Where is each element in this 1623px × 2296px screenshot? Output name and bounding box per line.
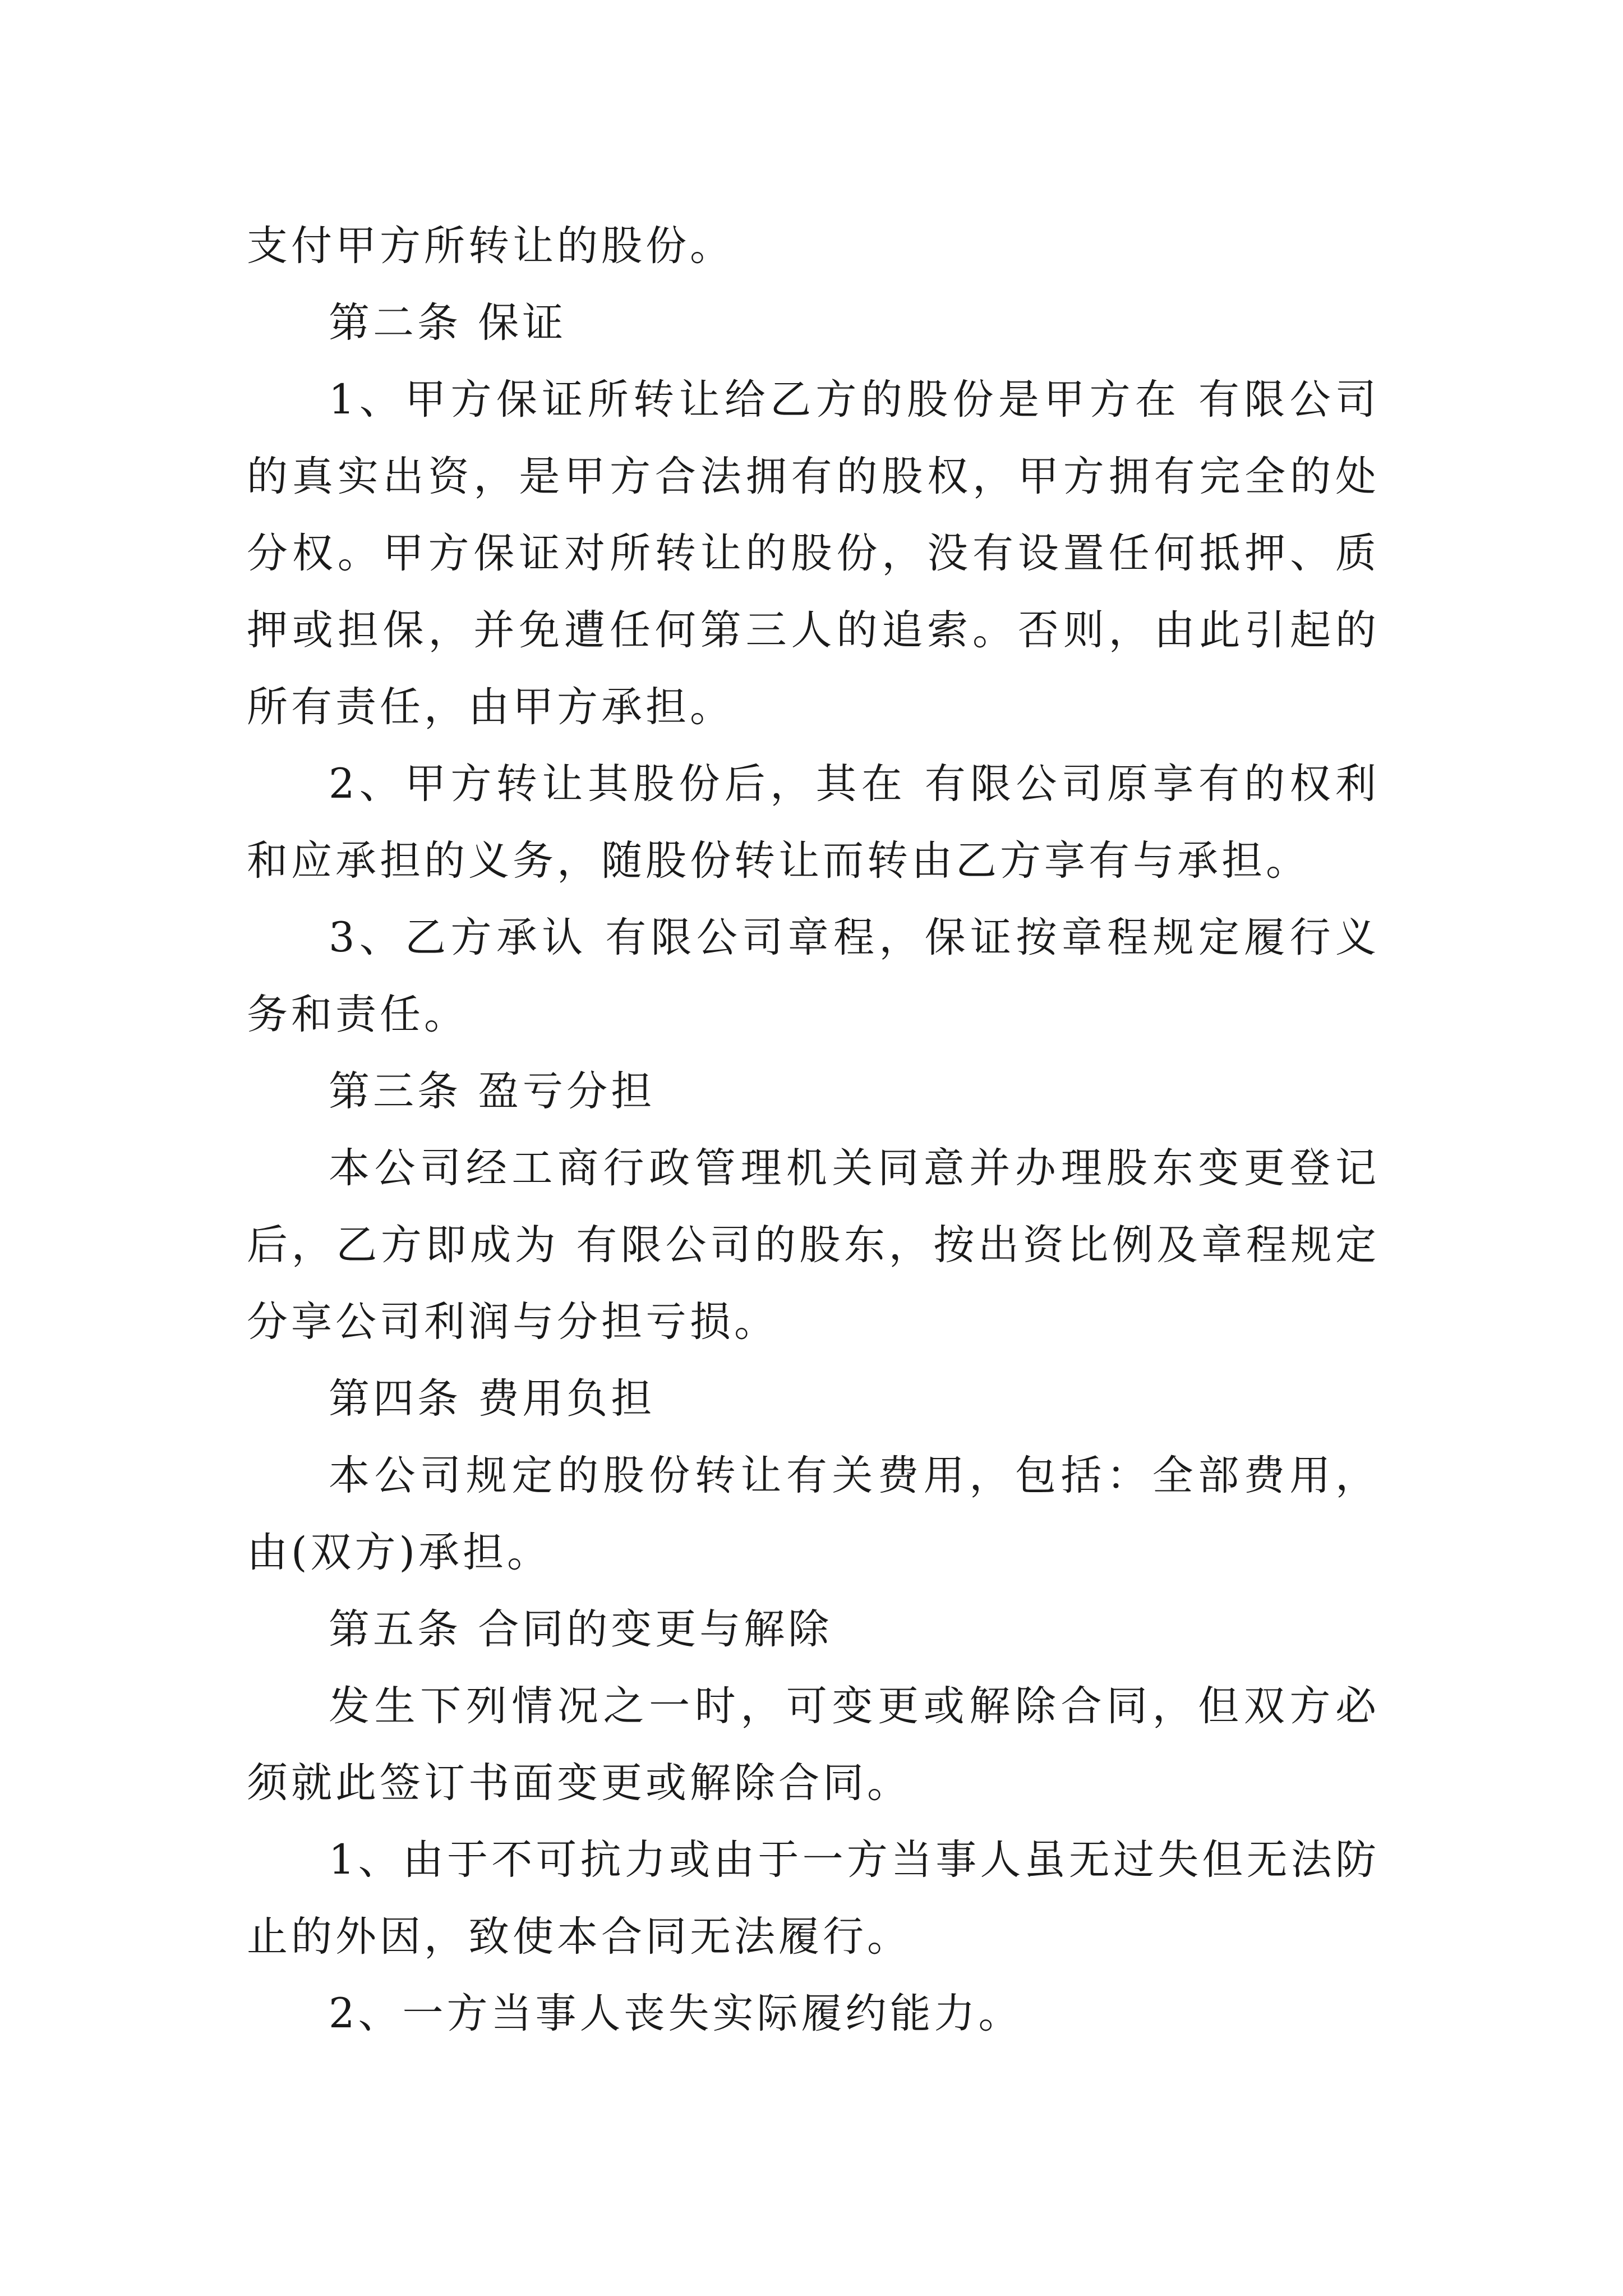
paragraph: 支付甲方所转让的股份。: [247, 222, 734, 270]
section-heading-5: 第五条 合同的变更与解除: [329, 1605, 833, 1653]
paragraph: 1、由于不可抗力或由于一方当事人虽无过失但无法防止的外因，致使本合同无法履行。: [247, 1836, 1380, 1961]
paragraph: 本公司规定的股份转让有关费用，包括：全部费用，由(双方)承担。: [247, 1452, 1380, 1576]
paragraph: 本公司经工商行政管理机关同意并办理股东变更登记后，乙方即成为 有限公司的股东，按出资比例及章程规定分享公司利润与分担亏损。: [247, 1144, 1380, 1346]
section-heading-4: 第四条 费用负担: [329, 1375, 656, 1423]
section-heading-3: 第三条 盈亏分担: [329, 1068, 656, 1115]
paragraph: 2、甲方转让其股份后，其在 有限公司原享有的权利和应承担的义务，随股份转让而转由乙方享有与承担。: [247, 760, 1380, 885]
paragraph: 3、乙方承认 有限公司章程，保证按章程规定履行义务和责任。: [247, 914, 1380, 1038]
paragraph: 2、一方当事人丧失实际履约能力。: [329, 1990, 1023, 2037]
document-body: [247, 208, 1380, 2052]
paragraph: 发生下列情况之一时，可变更或解除合同，但双方必须就此签订书面变更或解除合同。: [247, 1682, 1380, 1807]
paragraph: 1、甲方保证所转让给乙方的股份是甲方在 有限公司的真实出资，是甲方合法拥有的股权，甲方拥有完全的处分权。甲方保证对所转让的股份，没有设置任何抵押、质押或担保，并免遭任何第三人的追索。否则，由此引起的所有责任，由甲方承担。: [247, 376, 1380, 731]
section-heading-2: 第二条 保证: [329, 299, 567, 347]
